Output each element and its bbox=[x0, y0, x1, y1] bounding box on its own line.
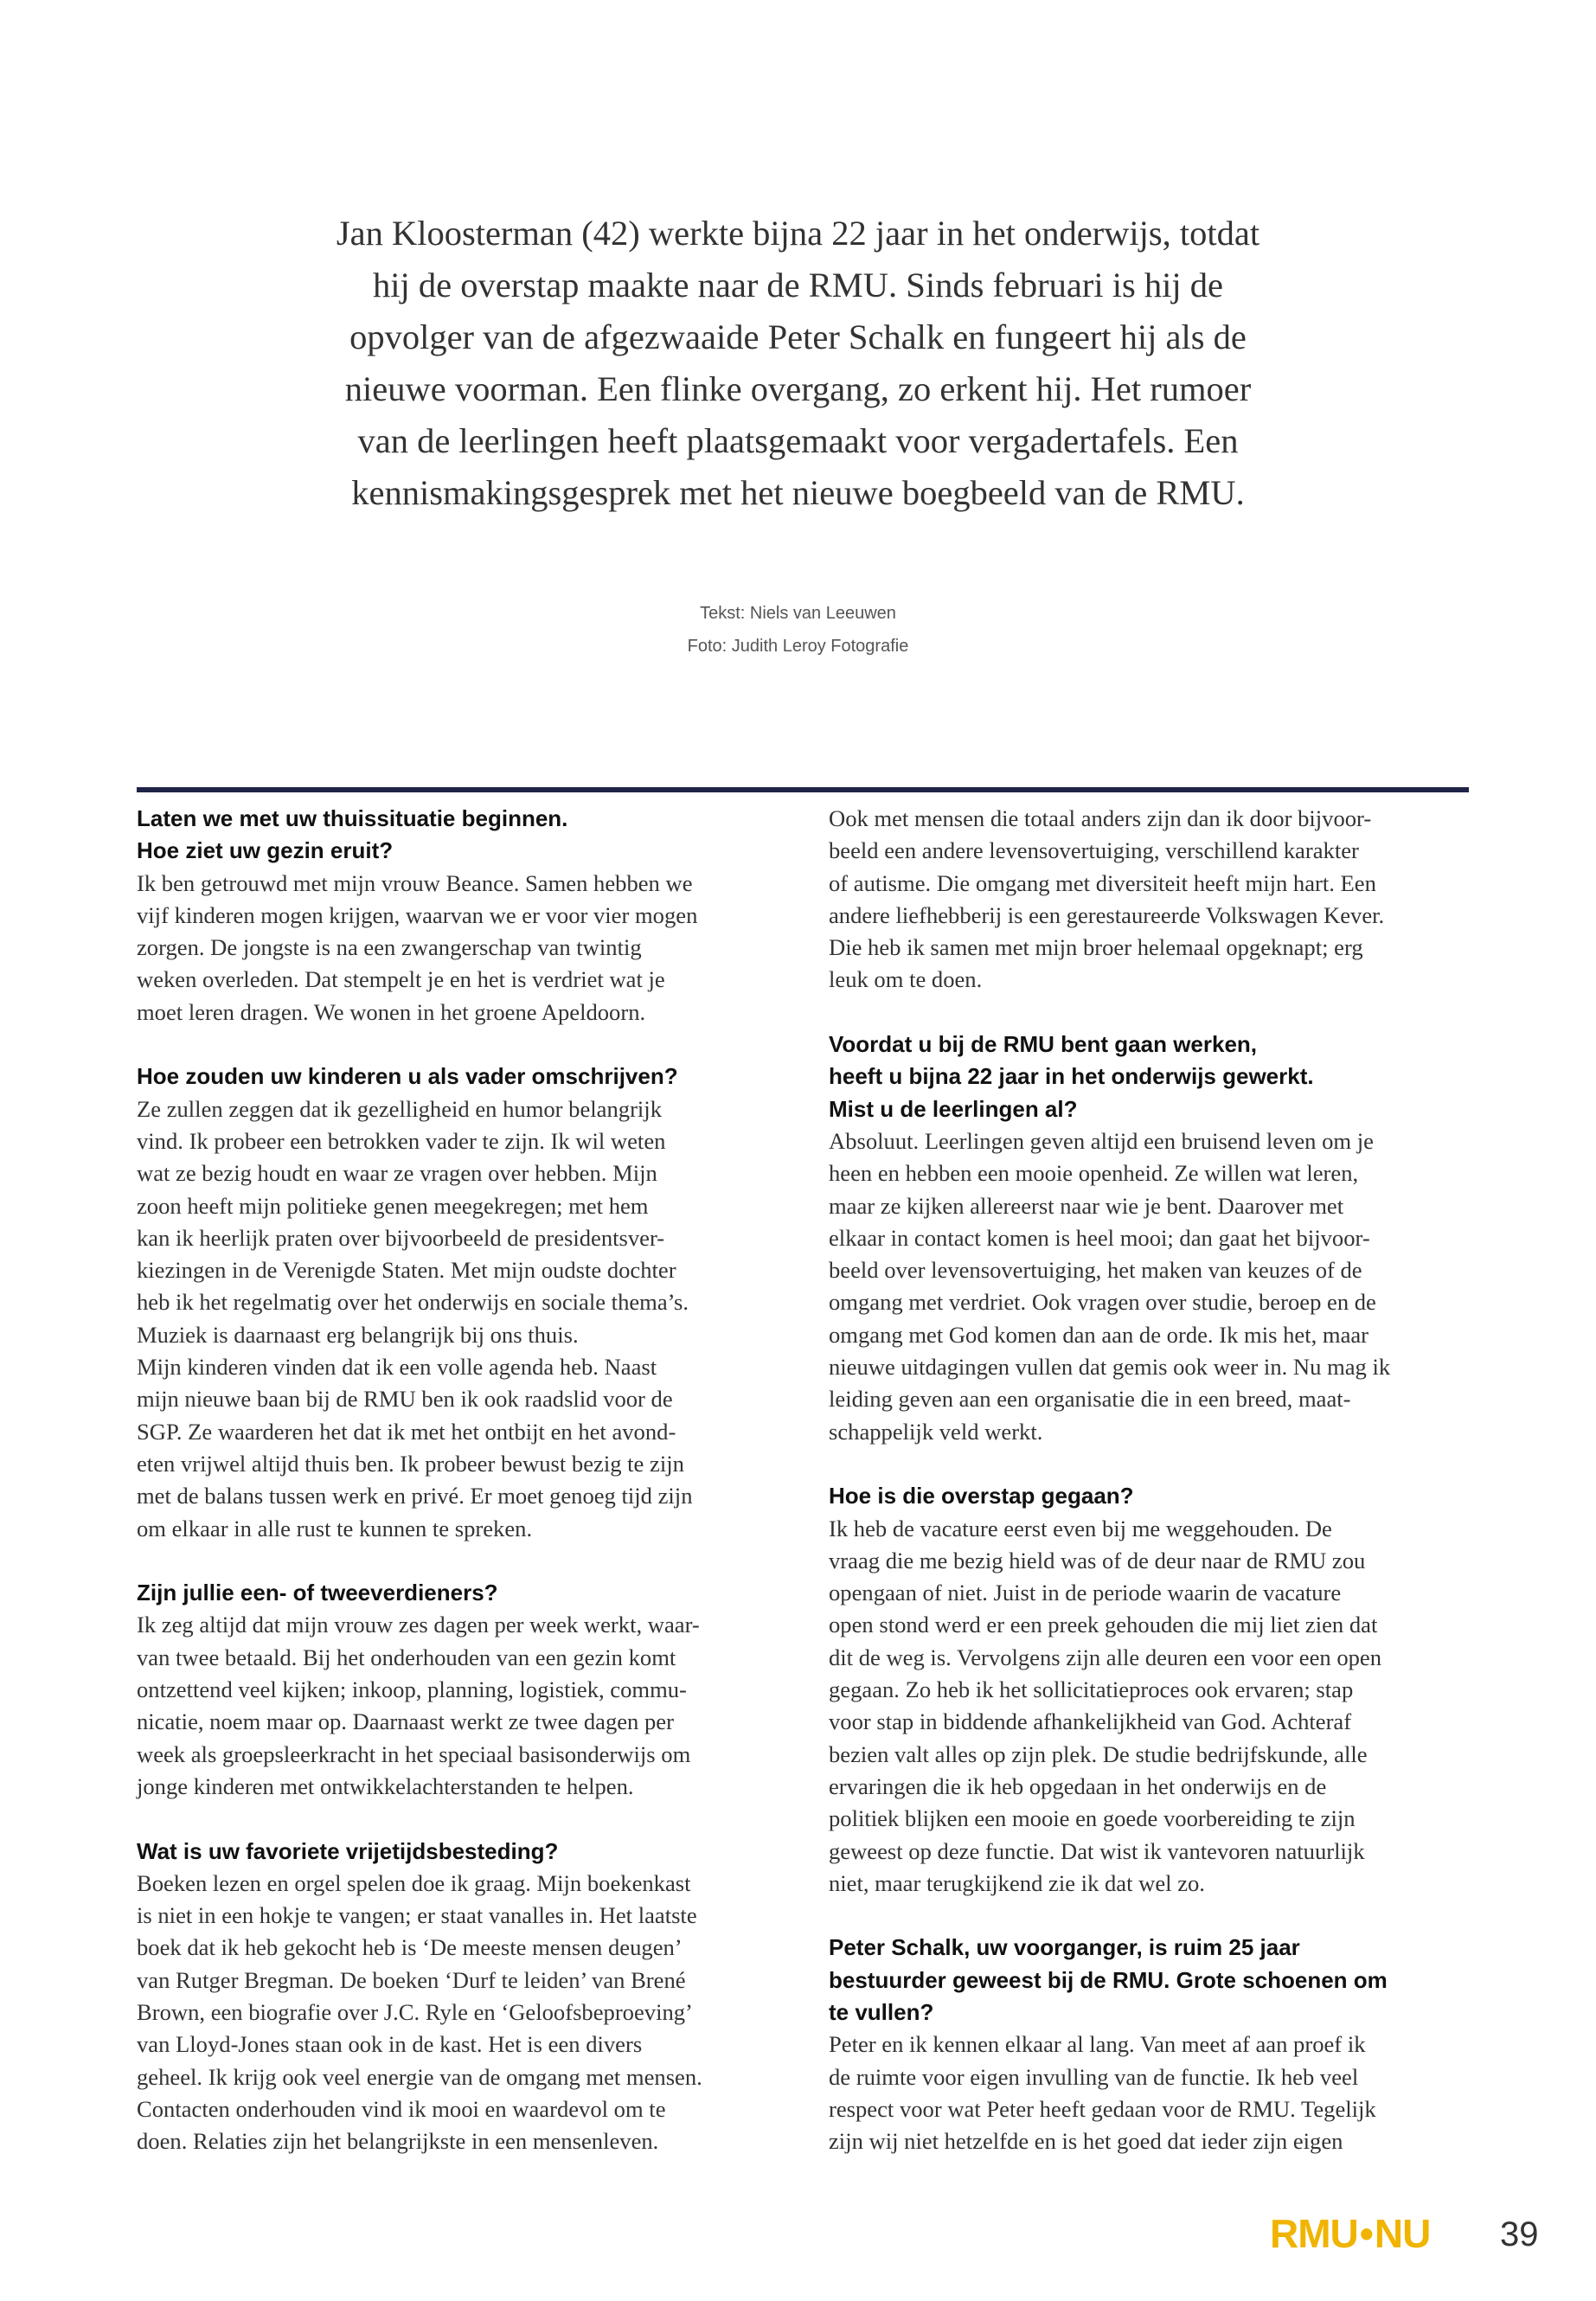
intro-line: nieuwe voorman. Een flinke overgang, zo erkent hij. Het rumoer bbox=[344, 369, 1252, 408]
intro-line: hij de overstap maakte naar de RMU. Sinds februari is hij de bbox=[373, 266, 1223, 304]
interview-question-line: te vullen? bbox=[829, 1998, 934, 2025]
interview-answer-line: Boeken lezen en orgel spelen doe ik graag. Mijn boekenkast bbox=[137, 1869, 691, 1896]
interview-answer-line: Ze zullen zeggen dat ik gezelligheid en humor belangrijk bbox=[137, 1095, 662, 1122]
interview-question-line: Mist u de leerlingen al? bbox=[829, 1095, 1078, 1122]
interview-answer-line: Muziek is daarnaast erg belangrijk bij ons thuis. bbox=[137, 1321, 579, 1348]
interview-question-line: Hoe is die overstap gegaan? bbox=[829, 1483, 1134, 1509]
interview-question-line: Laten we met uw thuissituatie beginnen. bbox=[137, 805, 568, 831]
interview-answer-line: zijn wij niet hetzelfde en is het goed dat ieder zijn eigen bbox=[829, 2128, 1343, 2155]
interview-answer-line: nicatie, noem maar op. Daarnaast werkt ze twee dagen per bbox=[137, 1708, 674, 1735]
logo-separator: • bbox=[1359, 2211, 1373, 2256]
interview-answer-line: opengaan of niet. Juist in de periode waarin de vacature bbox=[829, 1580, 1342, 1606]
interview-answer-line: is niet in een hokje te vangen; er staat vanalles in. Het laatste bbox=[137, 1902, 697, 1929]
intro-line: van de leerlingen heeft plaatsgemaakt voor vergadertafels. Een bbox=[357, 421, 1239, 460]
interview-answer-line: Die heb ik samen met mijn broer helemaal opgeknapt; erg bbox=[829, 934, 1363, 961]
interview-answer-line: ontzettend veel kijken; inkoop, planning, logistiek, commu- bbox=[137, 1676, 687, 1703]
interview-answer-line: om elkaar in alle rust te kunnen te spreken. bbox=[137, 1515, 533, 1541]
logo-rmu-text: RMU bbox=[1270, 2211, 1358, 2256]
interview-answer-line: boek dat ik heb gekocht heb is ‘De meeste mensen deugen’ bbox=[137, 1934, 683, 1961]
interview-answer-line: Ik ben getrouwd met mijn vrouw Beance. Samen hebben we bbox=[137, 869, 693, 896]
interview-answer-line: van Rutger Bregman. De boeken ‘Durf te leiden’ van Brené bbox=[137, 1966, 686, 1993]
section-divider bbox=[137, 787, 1469, 792]
interview-answer-line: politiek blijken een mooie en goede voorbereiding te zijn bbox=[829, 1805, 1356, 1832]
rmu-nu-logo bbox=[1270, 2211, 1431, 2256]
left-column bbox=[137, 803, 775, 2157]
interview-question-line: Hoe ziet uw gezin eruit? bbox=[137, 837, 394, 864]
paragraph-gap bbox=[137, 1803, 775, 1835]
text-credit: Tekst: Niels van Leeuwen bbox=[700, 604, 896, 623]
interview-answer-line: omgang met verdriet. Ook vragen over studie, beroep en de bbox=[829, 1289, 1376, 1316]
interview-answer-line: eten vrijwel altijd thuis ben. Ik probeer bewust bezig te zijn bbox=[137, 1450, 684, 1477]
paragraph-gap bbox=[829, 997, 1467, 1029]
interview-answer-line: week als groepsleerkracht in het speciaal basisonderwijs om bbox=[137, 1740, 691, 1767]
interview-answer-line: leiding geven aan een organisatie die in een breed, maat- bbox=[829, 1386, 1351, 1413]
interview-answer-line: andere liefhebberij is een gerestaureerde Volkswagen Kever. bbox=[829, 901, 1385, 928]
interview-answer-line: respect voor wat Peter heeft gedaan voor de RMU. Tegelijk bbox=[829, 2095, 1376, 2122]
interview-answer-line: open stond werd er een preek gehouden die mij liet zien dat bbox=[829, 1612, 1378, 1638]
interview-answer-line: vijf kinderen mogen krijgen, waarvan we er voor vier mogen bbox=[137, 901, 698, 928]
interview-answer-line: ervaringen die ik heb opgedaan in het onderwijs en de bbox=[829, 1772, 1327, 1799]
interview-answer-line: kiezingen in de Verenigde Staten. Met mijn oudste dochter bbox=[137, 1257, 676, 1284]
interview-answer-line: of autisme. Die omgang met diversiteit heeft mijn hart. Een bbox=[829, 869, 1376, 896]
interview-answer-line: leuk om te doen. bbox=[829, 966, 983, 993]
interview-answer-line: wat ze bezig houdt en waar ze vragen over hebben. Mijn bbox=[137, 1160, 657, 1187]
logo-nu-text: NU bbox=[1374, 2211, 1431, 2256]
intro-line: opvolger van de afgezwaaide Peter Schalk en fungeert hij als de bbox=[349, 317, 1247, 356]
interview-answer-line: van Lloyd-Jones staan ook in de kast. Het is een divers bbox=[137, 2031, 643, 2058]
paragraph-gap bbox=[137, 1029, 775, 1061]
interview-answer-line: beeld een andere levensovertuiging, verschillend karakter bbox=[829, 837, 1359, 864]
interview-question-line: Wat is uw favoriete vrijetijdsbesteding? bbox=[137, 1837, 559, 1864]
article-credits bbox=[606, 597, 990, 663]
interview-answer-line: schappelijk veld werkt. bbox=[829, 1418, 1043, 1445]
interview-answer-line: beeld over levensovertuiging, het maken van keuzes of de bbox=[829, 1257, 1362, 1284]
interview-answer-line: weken overleden. Dat stempelt je en het is verdriet wat je bbox=[137, 966, 665, 993]
interview-answer-line: dit de weg is. Vervolgens zijn alle deuren een voor een open bbox=[829, 1644, 1382, 1670]
paragraph-gap bbox=[137, 1545, 775, 1577]
interview-answer-line: bezien valt alles op zijn plek. De studie bedrijfskunde, alle bbox=[829, 1740, 1368, 1767]
interview-answer-line: Peter en ik kennen elkaar al lang. Van meet af aan proef ik bbox=[829, 2031, 1366, 2058]
interview-answer-line: maar ze kijken allereerst naar wie je bent. Daarover met bbox=[829, 1192, 1344, 1219]
interview-question-line: heeft u bijna 22 jaar in het onderwijs gewerkt. bbox=[829, 1063, 1314, 1090]
interview-answer-line: doen. Relaties zijn het belangrijkste in een mensenleven. bbox=[137, 2128, 659, 2155]
interview-answer-line: heb ik het regelmatig over het onderwijs en sociale thema’s. bbox=[137, 1289, 689, 1316]
interview-question-line: Hoe zouden uw kinderen u als vader omschrijven? bbox=[137, 1063, 678, 1090]
interview-answer-line: geheel. Ik krijg ook veel energie van de omgang met mensen. bbox=[137, 2063, 702, 2090]
interview-answer-line: van twee betaald. Bij het onderhouden van een gezin komt bbox=[137, 1644, 676, 1670]
interview-question-line: bestuurder geweest bij de RMU. Grote schoenen om bbox=[829, 1966, 1388, 1993]
interview-answer-line: omgang met God komen dan aan de orde. Ik mis het, maar bbox=[829, 1321, 1369, 1348]
interview-answer-line: de ruimte voor eigen invulling van de functie. Ik heb veel bbox=[829, 2063, 1359, 2090]
interview-answer-line: Ik heb de vacature eerst even bij me weggehouden. De bbox=[829, 1515, 1332, 1541]
interview-answer-line: Mijn kinderen vinden dat ik een volle agenda heb. Naast bbox=[137, 1354, 657, 1381]
interview-answer-line: geweest op deze functie. Dat wist ik vantevoren natuurlijk bbox=[829, 1837, 1365, 1864]
interview-answer-line: vind. Ik probeer een betrokken vader te zijn. Ik wil weten bbox=[137, 1127, 666, 1154]
interview-answer-line: Ik zeg altijd dat mijn vrouw zes dagen per week werkt, waar- bbox=[137, 1612, 700, 1638]
interview-answer-line: heen en hebben een mooie openheid. Ze willen wat leren, bbox=[829, 1160, 1359, 1187]
interview-answer-line: jonge kinderen met ontwikkelachterstanden te helpen. bbox=[137, 1772, 634, 1799]
interview-answer-line: Absoluut. Leerlingen geven altijd een bruisend leven om je bbox=[829, 1127, 1374, 1154]
interview-answer-line: Brown, een biografie over J.C. Ryle en ‘Geloofsbeproeving’ bbox=[137, 1998, 693, 2025]
interview-answer-line: mijn nieuwe baan bij de RMU ben ik ook raadslid voor de bbox=[137, 1386, 673, 1413]
interview-answer-line: voor stap in biddende afhankelijkheid van God. Achteraf bbox=[829, 1708, 1352, 1735]
interview-question-line: Voordat u bij de RMU bent gaan werken, bbox=[829, 1031, 1258, 1058]
interview-answer-line: elkaar in contact komen is heel mooi; dan gaat het bijvoor- bbox=[829, 1224, 1370, 1251]
interview-question-line: Zijn jullie een- of tweeverdieners? bbox=[137, 1580, 498, 1606]
right-column bbox=[829, 803, 1467, 2157]
interview-answer-line: gegaan. Zo heb ik het sollicitatieproces ook ervaren; stap bbox=[829, 1676, 1354, 1703]
paragraph-gap bbox=[829, 1900, 1467, 1932]
interview-answer-line: Contacten onderhouden vind ik mooi en waardevol om te bbox=[137, 2095, 666, 2122]
intro-line: Jan Kloosterman (42) werkte bijna 22 jaar in het onderwijs, totdat bbox=[336, 214, 1260, 253]
interview-answer-line: nieuwe uitdagingen vullen dat gemis ook weer in. Nu mag ik bbox=[829, 1354, 1391, 1381]
interview-answer-line: niet, maar terugkijkend zie ik dat wel zo. bbox=[829, 1869, 1205, 1896]
photo-credit: Foto: Judith Leroy Fotografie bbox=[687, 637, 909, 656]
interview-answer-line: vraag die me bezig hield was of de deur naar de RMU zou bbox=[829, 1547, 1366, 1574]
interview-answer-line: zoon heeft mijn politieke genen meegekregen; met hem bbox=[137, 1192, 649, 1219]
intro-line: kennismakingsgesprek met het nieuwe boegbeeld van de RMU. bbox=[351, 473, 1245, 512]
interview-question-line: Peter Schalk, uw voorganger, is ruim 25 jaar bbox=[829, 1934, 1300, 1961]
interview-answer-line: moet leren dragen. We wonen in het groene Apeldoorn. bbox=[137, 998, 646, 1025]
interview-answer-line: Ook met mensen die totaal anders zijn dan ik door bijvoor- bbox=[829, 805, 1372, 831]
interview-answer-line: kan ik heerlijk praten over bijvoorbeeld de presidentsver- bbox=[137, 1224, 665, 1251]
intro-paragraph bbox=[311, 208, 1285, 519]
paragraph-gap bbox=[829, 1448, 1467, 1480]
page-number: 39 bbox=[1500, 2215, 1539, 2253]
interview-answer-line: zorgen. De jongste is na een zwangerschap van twintig bbox=[137, 934, 642, 961]
interview-answer-line: met de balans tussen werk en privé. Er moet genoeg tijd zijn bbox=[137, 1483, 693, 1509]
interview-answer-line: SGP. Ze waarderen het dat ik met het ontbijt en het avond- bbox=[137, 1418, 676, 1445]
